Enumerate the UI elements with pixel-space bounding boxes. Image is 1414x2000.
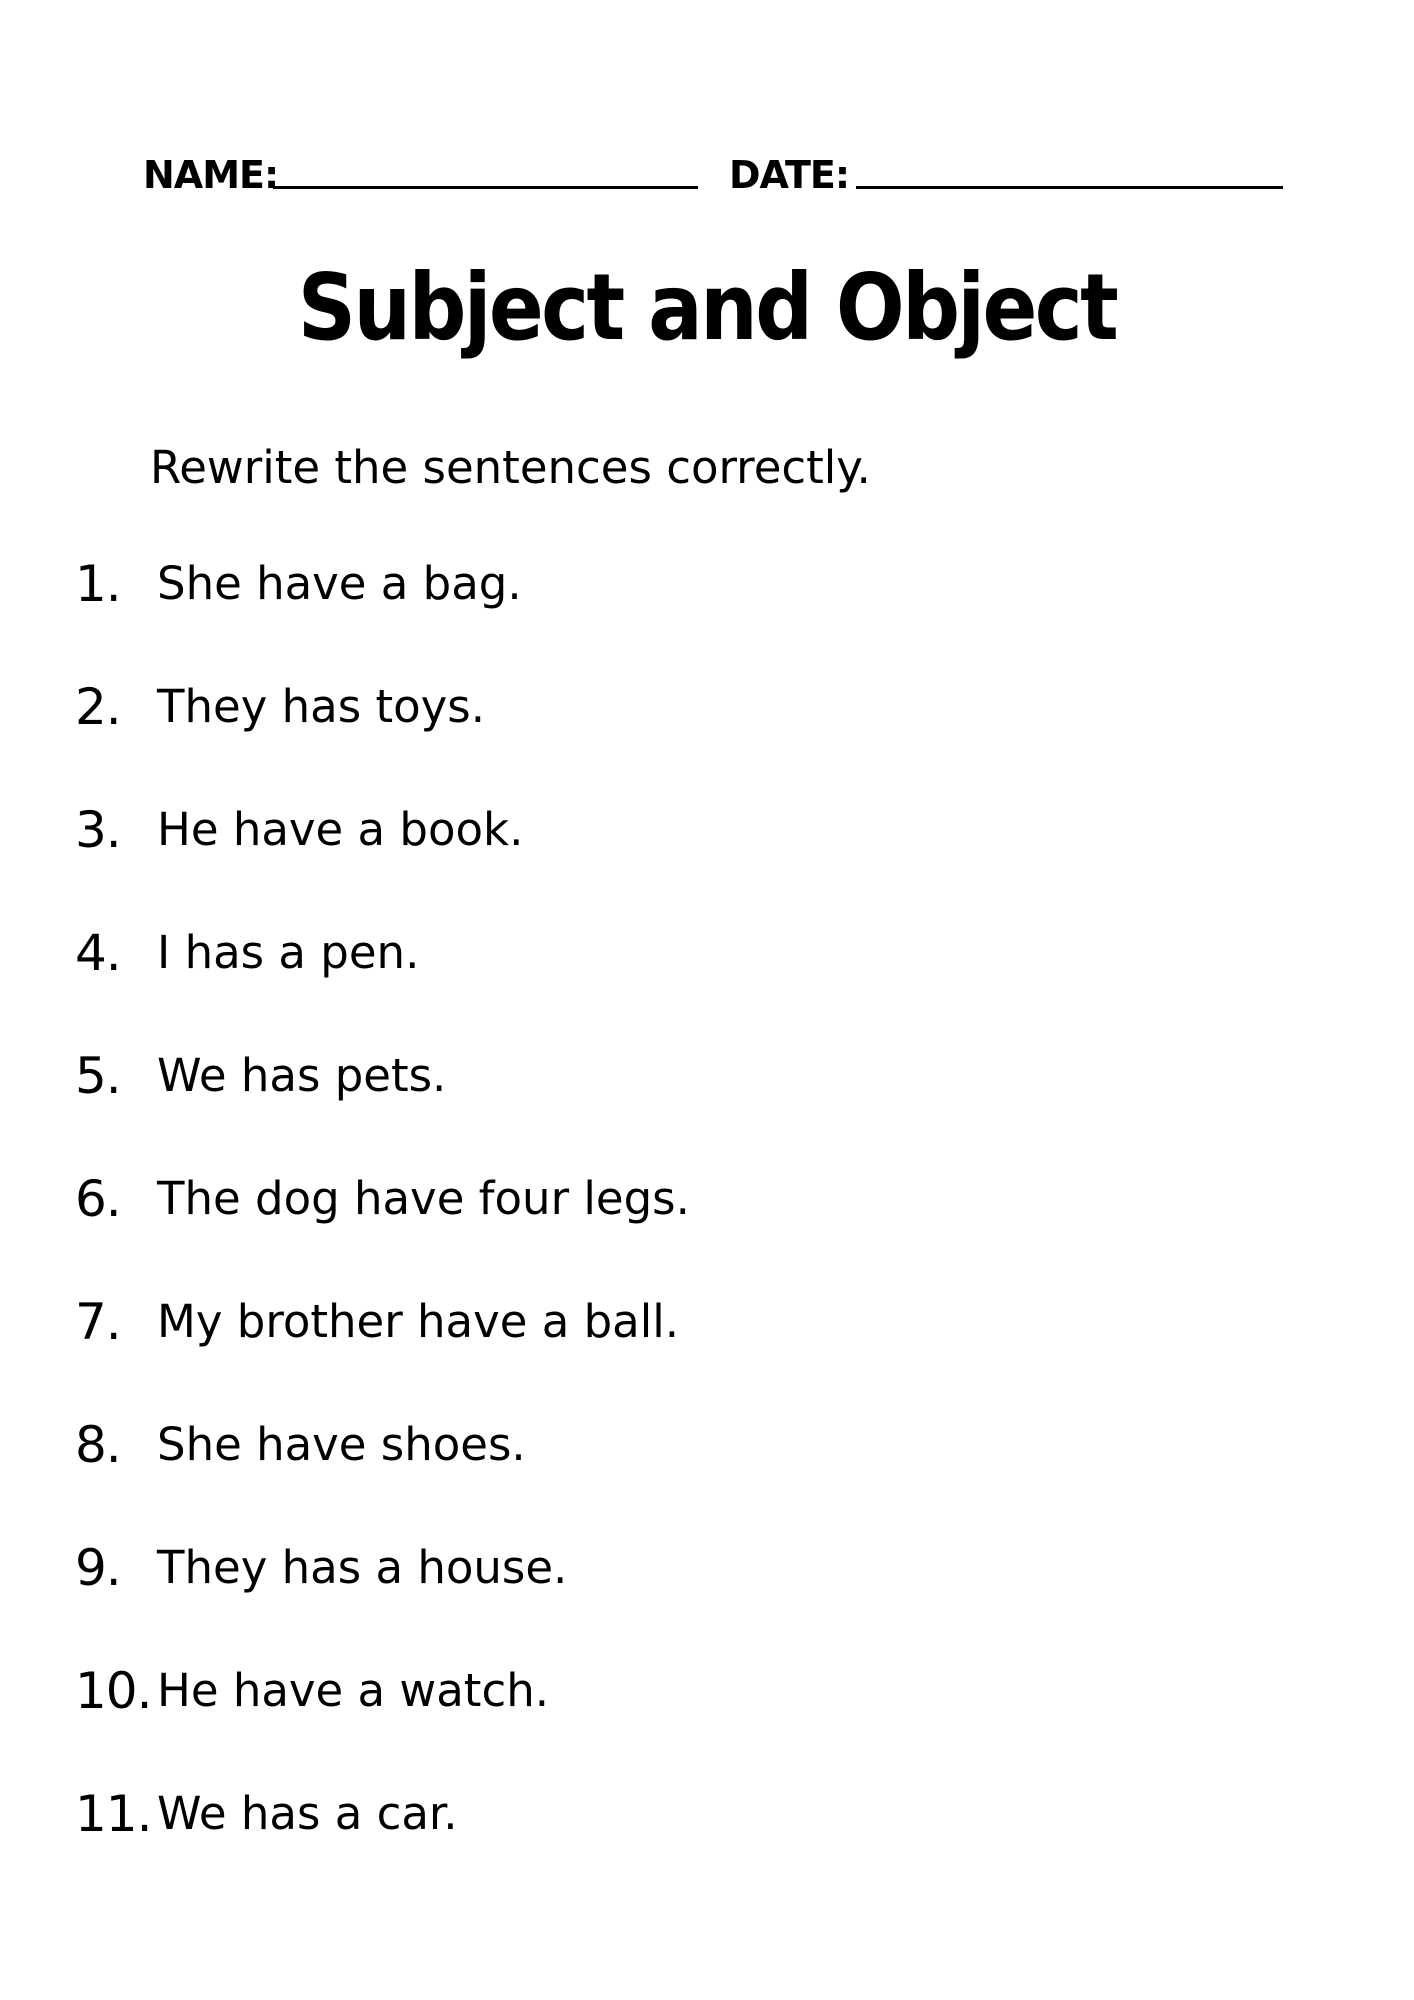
list-item <box>75 1294 1275 1417</box>
item-number: 6. <box>75 1170 121 1228</box>
list-item <box>75 1048 1275 1171</box>
list-item <box>75 1786 1275 1909</box>
item-sentence: The dog have four legs. <box>157 1172 690 1225</box>
page-title: Subject and Object <box>297 254 1117 361</box>
name-label: NAME: <box>143 153 279 197</box>
sentence-list <box>75 556 1275 1909</box>
list-item <box>75 1663 1275 1786</box>
item-sentence: She have shoes. <box>157 1418 526 1471</box>
item-number: 4. <box>75 924 121 982</box>
item-number: 5. <box>75 1047 121 1105</box>
item-number: 8. <box>75 1416 121 1474</box>
header-row <box>143 150 1283 200</box>
item-sentence: He have a book. <box>157 803 524 856</box>
instruction-text: Rewrite the sentences correctly. <box>150 441 871 494</box>
item-sentence: My brother have a ball. <box>157 1295 680 1348</box>
item-number: 9. <box>75 1539 121 1597</box>
item-sentence: She have a bag. <box>157 557 522 610</box>
list-item <box>75 1540 1275 1663</box>
list-item <box>75 802 1275 925</box>
list-item <box>75 556 1275 679</box>
list-item <box>75 1417 1275 1540</box>
item-sentence: We has pets. <box>157 1049 447 1102</box>
list-item <box>75 925 1275 1048</box>
item-number: 2. <box>75 678 121 736</box>
item-sentence: They has a house. <box>157 1541 568 1594</box>
item-sentence: I has a pen. <box>157 926 420 979</box>
item-sentence: We has a car. <box>157 1787 458 1840</box>
item-number: 1. <box>75 555 121 613</box>
item-number: 11. <box>75 1785 152 1843</box>
item-number: 7. <box>75 1293 121 1351</box>
item-sentence: They has toys. <box>157 680 486 733</box>
name-write-line[interactable] <box>273 186 698 189</box>
list-item <box>75 1171 1275 1294</box>
item-number: 10. <box>75 1662 152 1720</box>
item-number: 3. <box>75 801 121 859</box>
date-label: DATE: <box>729 153 850 197</box>
item-sentence: He have a watch. <box>157 1664 550 1717</box>
list-item <box>75 679 1275 802</box>
date-write-line[interactable] <box>856 186 1283 189</box>
